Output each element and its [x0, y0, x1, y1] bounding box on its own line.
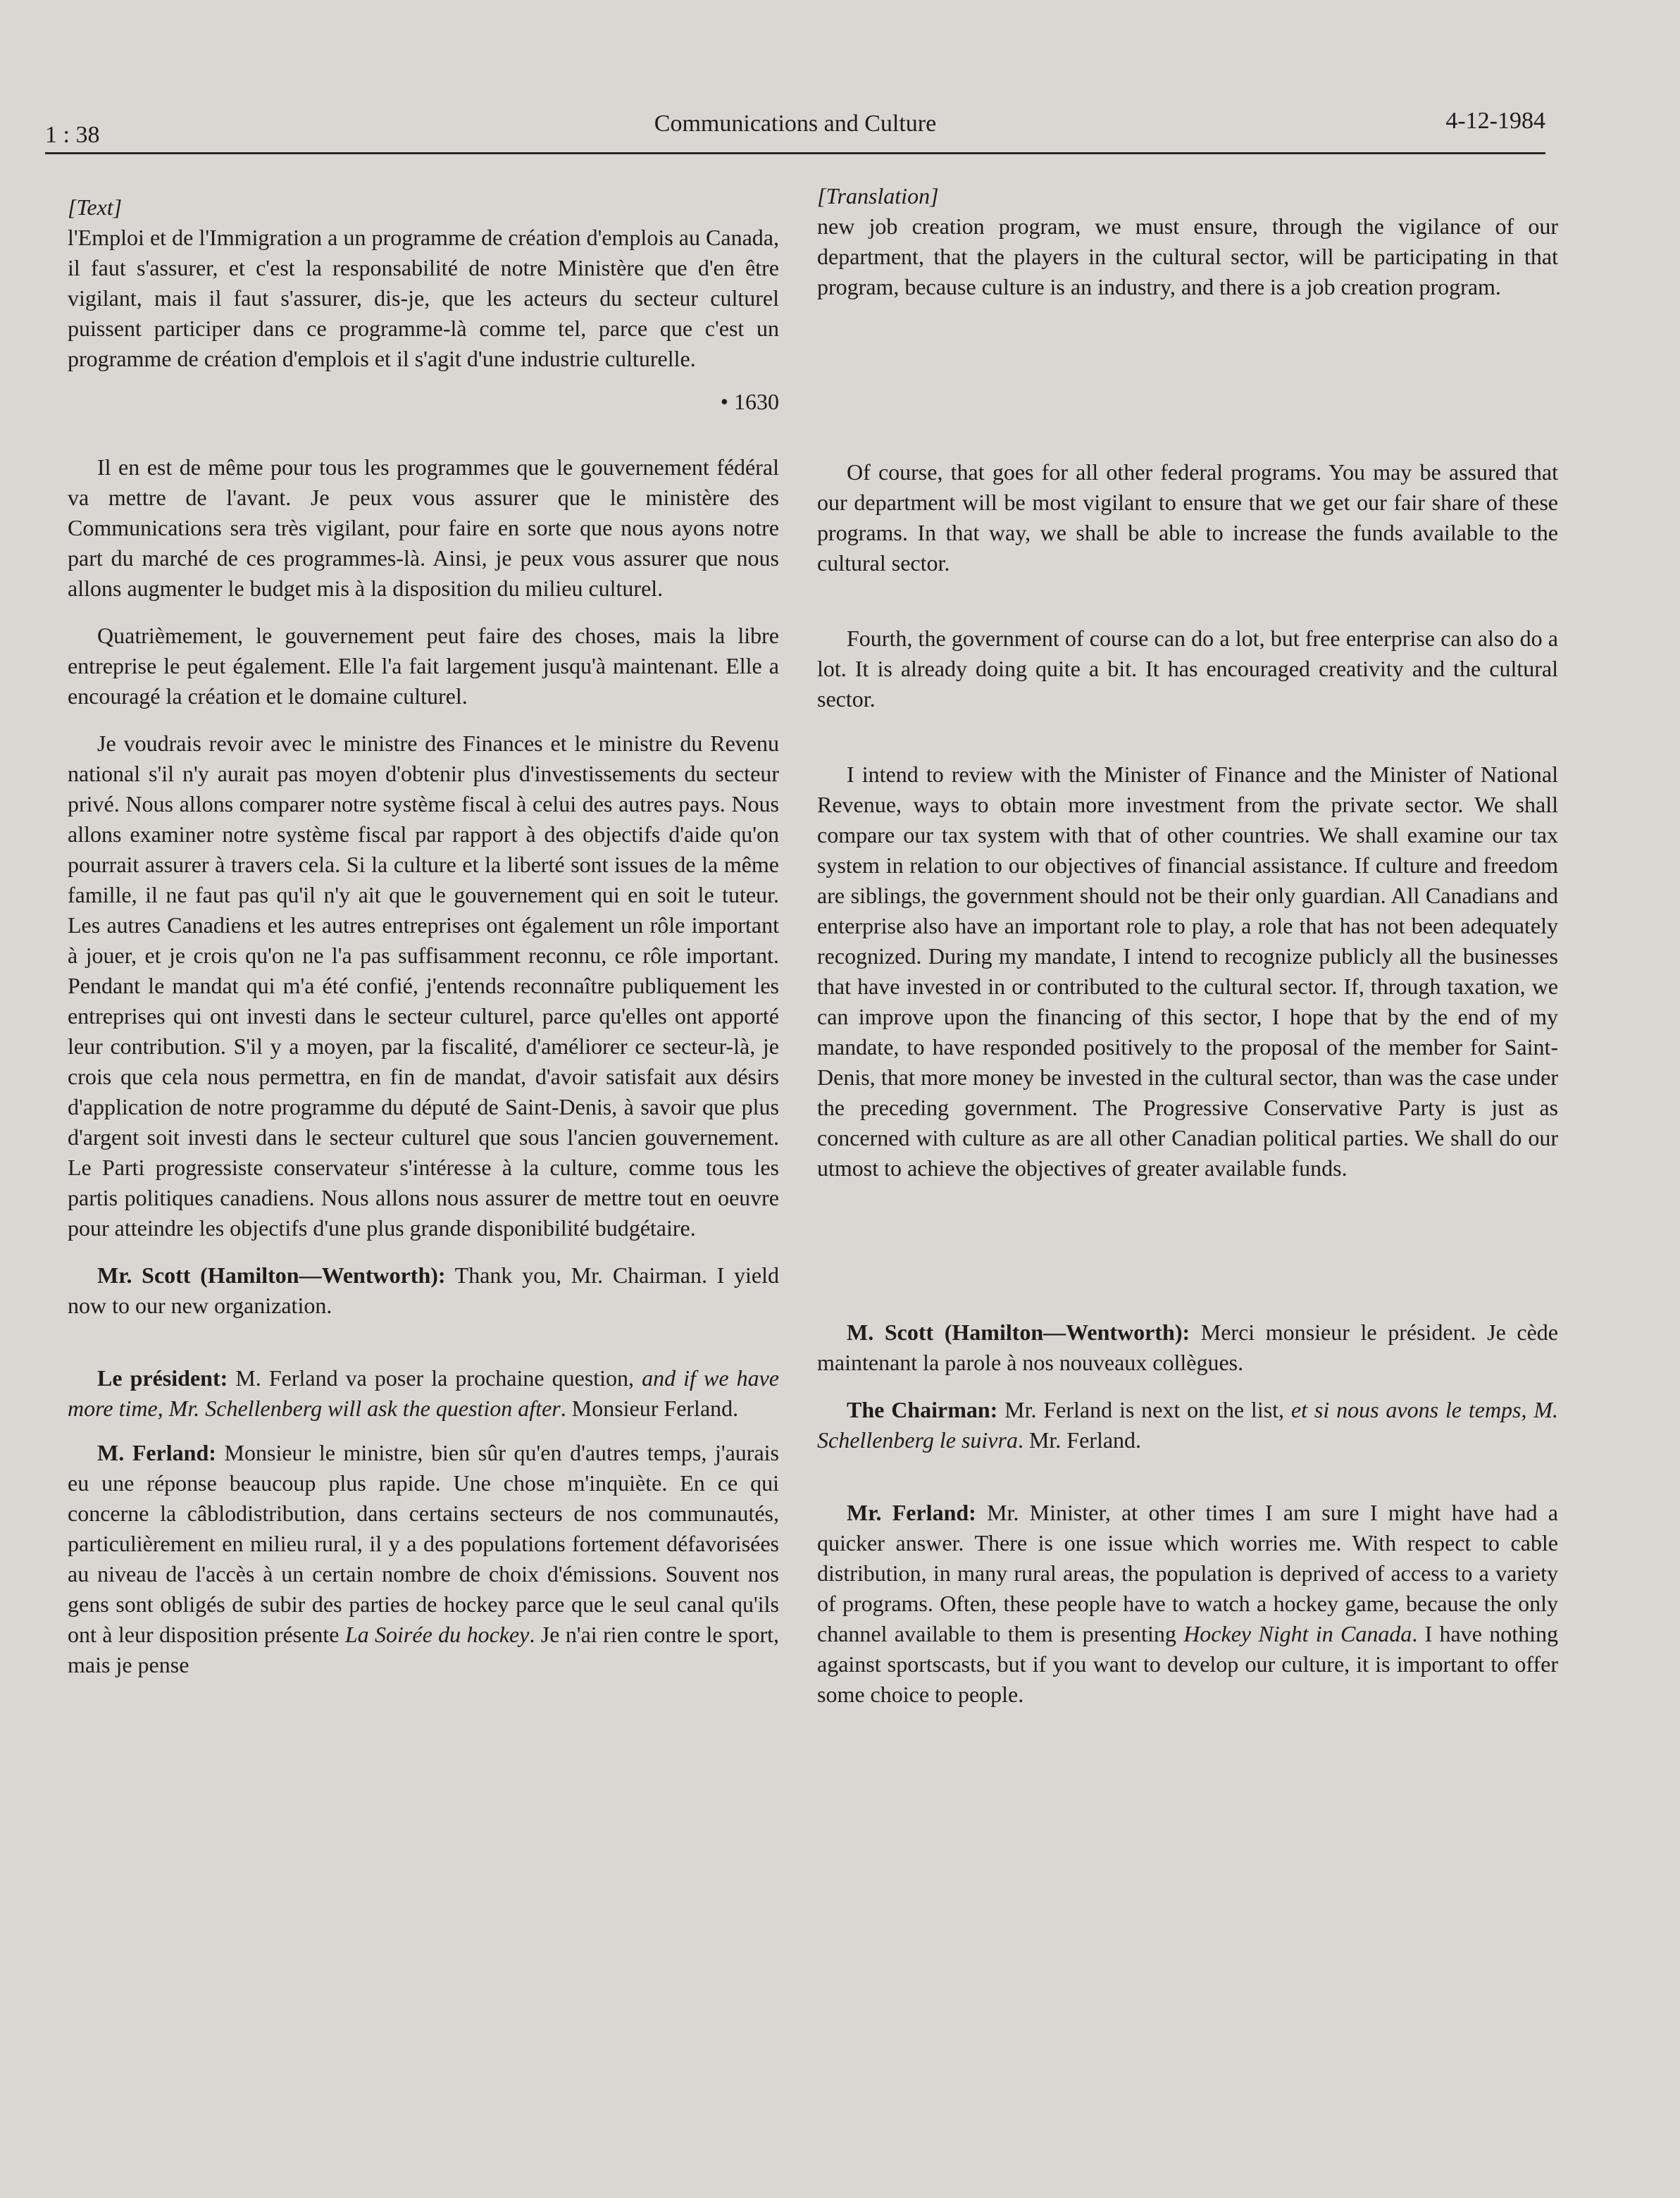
speech-text: Mr. Ferland is next on the list,: [997, 1397, 1291, 1422]
paragraph: new job creation program, we must ensure, through the vigilance of our department, that the players in the cultural sector, will be participating in that program, because culture is an industry, and there is a job creation program.: [817, 213, 1558, 299]
page-number: 1 : 38: [45, 122, 100, 148]
speech: [817, 1395, 1558, 1455]
speech-text: Mr. Minister, at other times I am sure I might have had a quicker answer. There is one issue which worries me. With respect to cable distribution, in many rural areas, the population is deprived of access to a variety of programs. Often, these people have to watch a hockey game, because the only channel available to them is presenting: [817, 1500, 1559, 1646]
sitting-date: 4-12-1984: [1445, 108, 1545, 134]
paragraph: l'Emploi et de l'Immigration a un programme de création d'emplois au Canada, il faut s'assurer, et c'est la responsabilité de notre Ministère que d'en être vigilant, mais il faut s'assurer, dis-je, que les acteurs du secteur culturel puissent participer dans ce programme-là comme tel, parce que c'est un programme de création d'emplois et il s'agit d'une industrie culturelle.: [68, 225, 779, 371]
speech-text: . Mr. Ferland.: [1017, 1427, 1142, 1453]
speaker-name: The Chairman:: [847, 1397, 998, 1422]
speech-text-italic: Hockey Night in Canada: [1183, 1621, 1412, 1646]
speech: [817, 1498, 1558, 1710]
page-header: [45, 106, 1545, 154]
speaker-name: Mr. Ferland:: [847, 1500, 976, 1525]
paragraph: I intend to review with the Minister of Finance and the Minister of National Revenue, ways to obtain more investment from the private sector. We shall compare our tax system with that of other countries. We shall examine our tax system in relation to our objectives of financial assistance. If culture and freedom are siblings, the government should not be their only guardian. All Canadians and enterprise also have an important role to play, a role that has not been adequately recognized. During my mandate, I intend to recognize publicly all the businesses that have invested in or contributed to the cultural sector. If, through taxation, we can improve upon the financing of this sector, I hope that by the end of my mandate, to have responded positively to the proposal of the member for Saint-Denis, that more money be invested in the cultural sector, than was the case under the preceding government. The Progressive Conservative Party is just as concerned with culture as are all other Canadian political parties. We shall do our utmost to achieve the objectives of greater available funds.: [817, 762, 1558, 1181]
speech: [68, 1438, 779, 1680]
paragraph: Fourth, the government of course can do a lot, but free enterprise can also do a lot. It is already doing quite a bit. It has encouraged creativity and the cultural sector.: [817, 626, 1558, 712]
speech: [68, 1363, 779, 1424]
paragraph: Il en est de même pour tous les programmes que le gouvernement fédéral va mettre de l'avant. Je peux vous assurer que le ministère des Communications sera très vigilant, pour faire en sorte que nous ayons notre part du marché de ces programmes-là. Ainsi, je peux vous assurer que nous allons augmenter le budget mis à la disposition du milieu culturel.: [68, 454, 779, 601]
speech: [68, 1260, 779, 1321]
translation-label: [Translation]: [817, 183, 939, 209]
speech-text-italic: and if we have more time, Mr. Schellenberg will ask the question after: [68, 1365, 780, 1421]
speech-text: Monsieur le ministre, bien sûr qu'en d'autres temps, j'aurais eu une réponse beaucoup plus rapide. Une chose m'inquiète. En ce qui concerne la câblodistribution, dans certains secteurs de nos communautés, particulièrement en milieu rural, il y a des populations fortement défavorisées au niveau de l'accès à un certain nombre de choix d'émissions. Souvent nos gens sont obligés de subir des parties de hockey parce que le seul canal qu'ils ont à leur disposition présente: [68, 1440, 780, 1647]
speaker-name: Mr. Scott (Hamilton—Wentworth):: [97, 1262, 446, 1288]
speech-text: Merci monsieur le président. Je cède maintenant la parole à nos nouveaux collègues.: [817, 1320, 1559, 1375]
speech-text-italic: La Soirée du hockey: [344, 1622, 530, 1647]
speaker-name: M. Ferland:: [97, 1440, 216, 1465]
speech-text: M. Ferland va poser la prochaine question,: [228, 1365, 642, 1391]
running-title: Communications and Culture: [654, 111, 937, 137]
speaker-name: M. Scott (Hamilton—Wentworth):: [847, 1320, 1190, 1345]
paragraph: Of course, that goes for all other federal programs. You may be assured that our department will be most vigilant to ensure that we get our fair share of these programs. In that way, we shall be able to increase the funds available to the cultural sector.: [817, 459, 1558, 576]
speaker-name: Le président:: [97, 1365, 228, 1391]
french-column: [68, 180, 779, 1680]
speech: [817, 1317, 1558, 1378]
time-marker: • 1630: [720, 389, 779, 414]
english-column: [817, 180, 1558, 1710]
paragraph: Quatrièmement, le gouvernement peut faire des choses, mais la libre entreprise le peut également. Elle l'a fait largement jusqu'à maintenant. Elle a encouragé la création et le domaine culturel.: [68, 623, 779, 709]
speech-text: . Monsieur Ferland.: [560, 1396, 739, 1421]
speech-text-italic: et si nous avons le temps, M. Schellenberg le suivra: [817, 1397, 1559, 1453]
speech-text: . I have nothing against sportscasts, but if you want to develop our culture, it is important to offer some choice to people.: [817, 1621, 1558, 1707]
speech-text: Thank you, Mr. Chairman. I yield now to our new organization.: [68, 1262, 780, 1318]
paragraph: Je voudrais revoir avec le ministre des Finances et le ministre du Revenu national s'il n'y aurait pas moyen d'obtenir plus d'investissements du secteur privé. Nous allons comparer notre système fiscal à celui des autres pays. Nous allons examiner notre système fiscal par rapport à des objectifs d'aide qu'on pourrait assurer à travers cela. Si la culture et la liberté sont issues de la même famille, il ne faut pas qu'il n'y ait que le gouvernement qui en soit le tuteur. Les autres Canadiens et les autres entreprises ont également un rôle important à jouer, et je crois qu'on ne l'a pas suffisamment reconnu, ce rôle important. Pendant le mandat qui m'a été confié, j'entends reconnaître publiquement les entreprises qui ont investi dans le secteur culturel, parce qu'elles ont apporté leur contribution. S'il y a moyen, par la fiscalité, d'améliorer ce secteur-là, je crois que cela nous permettra, en fin de mandat, d'avoir satisfait aux désirs d'application de notre programme du député de Saint-Denis, à savoir que plus d'argent soit investi dans le secteur culturel que sous l'ancien gouvernement. Le Parti progressiste conservateur s'intéresse à la culture, comme tous les partis politiques canadiens. Nous allons nous assurer de mettre tout en oeuvre pour atteindre les objectifs d'une plus grande disponibilité budgétaire.: [68, 731, 779, 1241]
speech-text: . Je n'ai rien contre le sport, mais je pense: [68, 1622, 780, 1677]
text-label: [Text]: [68, 194, 123, 220]
